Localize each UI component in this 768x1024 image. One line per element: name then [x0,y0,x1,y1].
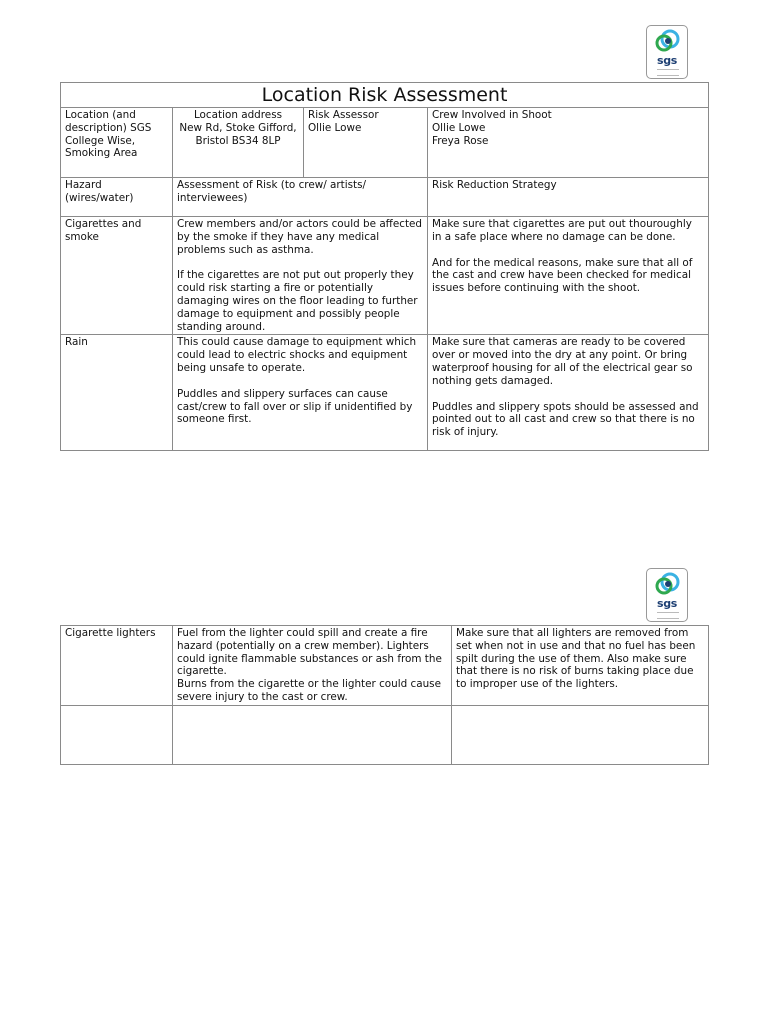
assessment-cell [173,217,428,335]
logo-subtext-lines [657,69,679,76]
strategy-cell [428,217,709,335]
assessment-cell [173,626,452,706]
assessor-name: Ollie Lowe [308,121,362,134]
assessor-label: Risk Assessor [308,109,379,121]
risk-assessment-table [60,82,709,451]
logo-subtext-lines [657,612,679,619]
address-line-1: New Rd, Stoke Gifford, [179,121,297,134]
assessment-header: Assessment of Risk (to crew/ artists/ interviewees) [173,178,428,217]
address-label: Location address [193,109,283,121]
address-line-2: Bristol BS34 8LP [195,134,281,147]
logo-text: sgs [656,597,678,610]
sgs-logo [646,25,688,79]
assessment-paragraph: Fuel from the lighter could spill and create a fire hazard (potentially on a crew member). Lighters could ignite flammable substances or ash from the cigarette. [177,627,442,678]
crew-involved [428,108,709,178]
hazard-header: Hazard (wires/water) [61,178,173,217]
strategy-cell: Make sure that all lighters are removed from set when not in use and that no fuel has been spilt during the use of them. Also make sure that there is no risk of burns taking place due to improper use of the lighters. [452,626,709,706]
assessment-paragraph: Crew members and/or actors could be affected by the smoke if they have any medical problems such as asthma. [177,218,423,256]
risk-assessor [304,108,428,178]
location-description: Location (and description) SGS College Wise, Smoking Area [61,108,173,178]
assessment-paragraph: Burns from the cigarette or the lighter could cause severe injury to the cast or crew. [177,678,441,703]
sgs-logo-swirl-icon [653,29,681,55]
hazard-cell: Rain [61,335,173,451]
empty-cell [173,705,452,764]
strategy-paragraph: Make sure that cigarettes are put out thouroughly in a safe place where no damage can be done. [432,218,692,243]
strategy-cell [428,335,709,451]
hazard-cell: Cigarettes and smoke [61,217,173,335]
assessment-cell [173,335,428,451]
strategy-header: Risk Reduction Strategy [428,178,709,217]
sgs-logo-swirl-icon [653,572,681,598]
strategy-paragraph: And for the medical reasons, make sure that all of the cast and crew have been checked for medical issues before continuing with the shoot. [432,256,693,295]
crew-member: Ollie Lowe [432,121,486,134]
crew-member: Freya Rose [432,134,489,147]
empty-cell [61,705,173,764]
strategy-paragraph: Puddles and slippery spots should be assessed and pointed out to all cast and crew so that there is no risk of injury. [432,400,699,439]
hazard-cell: Cigarette lighters [61,626,173,706]
assessment-paragraph: Puddles and slippery surfaces can cause cast/crew to fall over or slip if unidentified by someone first. [177,387,413,426]
logo-text: sgs [656,54,678,67]
assessment-paragraph: If the cigarettes are not put out properly they could risk starting a fire or potentially damaging wires on the floor leading to further damage to equipment and possibly people standing around. [177,269,418,333]
assessment-paragraph: This could cause damage to equipment which could lead to electric shocks and equipment being unsafe to operate. [177,336,417,374]
strategy-paragraph: Make sure that cameras are ready to be covered over or moved into the dry at any point. Or bring waterproof housing for all of the electrical gear so nothing gets damaged. [432,336,693,387]
crew-label: Crew Involved in Shoot [432,109,552,121]
sgs-logo [646,568,688,622]
empty-cell [452,705,709,764]
page-title: Location Risk Assessment [61,83,709,108]
location-address [173,108,304,178]
risk-assessment-table-continued [60,625,709,765]
